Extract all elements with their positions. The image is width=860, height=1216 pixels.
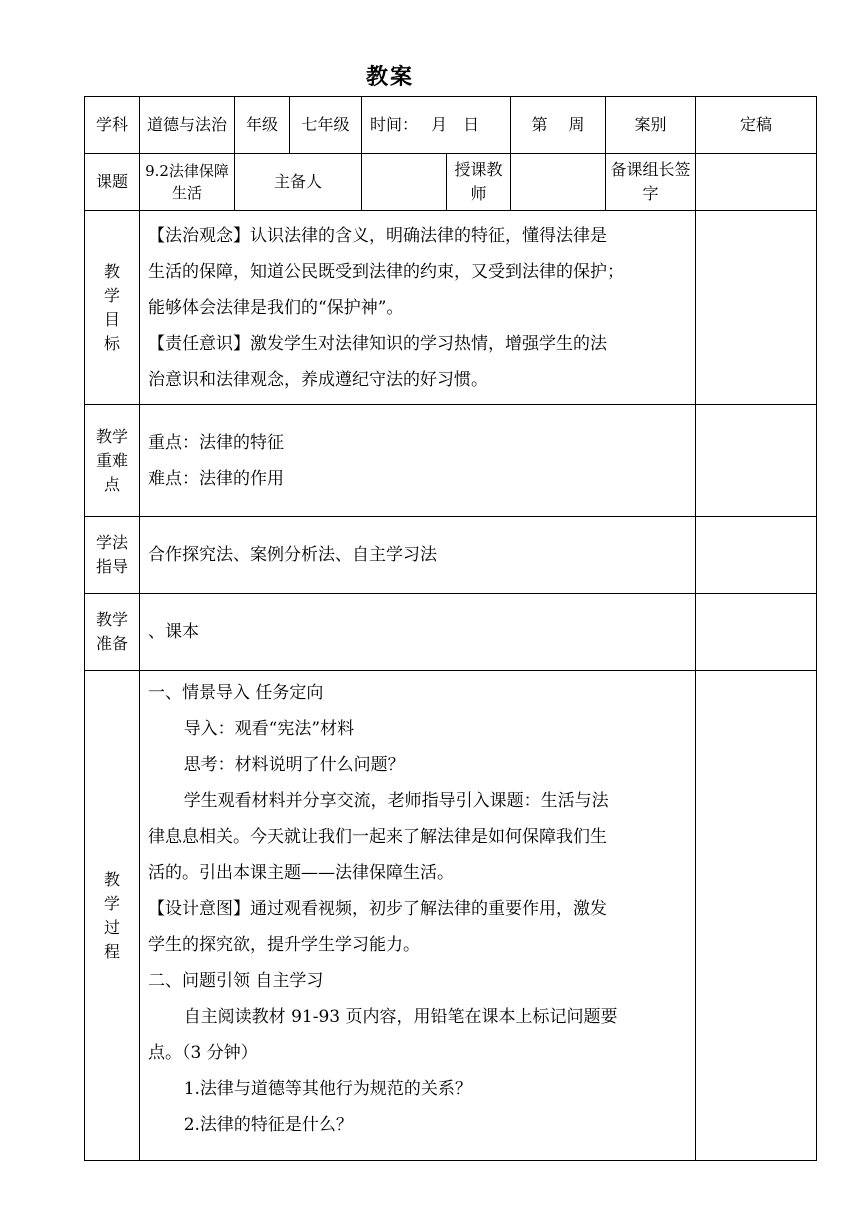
process-line: 导入：观看“宪法”材料	[183, 719, 355, 739]
keypoints-content	[140, 405, 696, 517]
teacher-label: 授课教师	[447, 154, 511, 211]
method-row	[85, 517, 817, 594]
process-line: 【设计意图】通过观看视频，初步了解法律的重要作用，激发	[148, 899, 607, 919]
goals-line: 治意识和法律观念，养成遵纪守法的好习惯。	[148, 369, 488, 390]
process-line: 活的。引出本课主题——法律保障生活。	[148, 863, 454, 883]
keypoint-line: 重点：法律的特征	[148, 432, 284, 453]
process-label-text: 教学过程	[104, 869, 121, 961]
process-line: 二、问题引领 自主学习	[148, 971, 324, 991]
prep-label-text: 教学准备	[96, 610, 129, 653]
keypoints-label	[85, 405, 140, 517]
goals-line: 【法治观念】认识法律的含义，明确法律的特征，懂得法律是	[148, 225, 607, 246]
grade-label: 年级	[235, 97, 290, 154]
teacher-value	[511, 154, 606, 211]
case-label: 案别	[606, 97, 696, 154]
lesson-plan-table	[84, 96, 817, 1161]
prep-label	[85, 594, 140, 671]
process-line: 自主阅读教材 91-93 页内容，用铅笔在课本上标记问题要	[183, 1007, 618, 1027]
method-label	[85, 517, 140, 594]
sign-value	[696, 154, 817, 211]
process-line: 点。（3 分钟）	[148, 1043, 258, 1063]
process-line: 一、情景导入 任务定向	[148, 683, 324, 703]
time-field: 时间： 月 日	[362, 97, 511, 154]
subject-value: 道德与法治	[140, 97, 235, 154]
goals-notes	[696, 211, 817, 405]
keypoints-row	[85, 405, 817, 517]
topic-label: 课题	[85, 154, 140, 211]
process-content	[140, 671, 696, 1161]
goals-line: 【责任意识】激发学生对法律知识的学习热情，增强学生的法	[148, 333, 607, 354]
process-line: 1.法律与道德等其他行为规范的关系？	[183, 1079, 472, 1099]
final-label: 定稿	[696, 97, 817, 154]
method-notes	[696, 517, 817, 594]
prep-content: 、课本	[140, 594, 696, 671]
grade-value: 七年级	[290, 97, 362, 154]
goals-row	[85, 211, 817, 405]
process-line: 律息息相关。今天就让我们一起来了解法律是如何保障我们生	[148, 827, 607, 847]
goals-label-text: 教学目标	[104, 261, 121, 353]
preparer-label: 主备人	[235, 154, 362, 211]
process-line: 思考：材料说明了什么问题？	[183, 755, 405, 775]
process-row	[85, 671, 817, 1161]
process-line: 2.法律的特征是什么？	[183, 1115, 353, 1135]
sign-label: 备课组长签字	[606, 154, 696, 211]
keypoint-line: 难点：法律的作用	[148, 468, 284, 489]
subject-label: 学科	[85, 97, 140, 154]
goals-content	[140, 211, 696, 405]
process-line: 学生的探究欲，提升学生学习能力。	[148, 935, 420, 955]
topic-value: 9.2法律保障生活	[140, 154, 235, 211]
header-row	[85, 97, 817, 154]
week-field: 第 周	[511, 97, 606, 154]
document-title: 教案	[365, 64, 414, 90]
goals-line: 能够体会法律是我们的“保护神”。	[148, 297, 404, 318]
process-line: 学生观看材料并分享交流，老师指导引入课题：生活与法	[183, 791, 609, 811]
method-label-text: 学法指导	[96, 533, 129, 576]
preparer-value	[362, 154, 447, 211]
method-content: 合作探究法、案例分析法、自主学习法	[140, 517, 696, 594]
topic-row	[85, 154, 817, 211]
prep-notes	[696, 594, 817, 671]
keypoints-notes	[696, 405, 817, 517]
goals-line: 生活的保障，知道公民既受到法律的约束，又受到法律的保护；	[148, 261, 624, 282]
process-notes	[696, 671, 817, 1161]
prep-row	[85, 594, 817, 671]
process-label	[85, 671, 140, 1161]
goals-label	[85, 211, 140, 405]
keypoints-label-text: 教学重难点	[96, 426, 129, 494]
